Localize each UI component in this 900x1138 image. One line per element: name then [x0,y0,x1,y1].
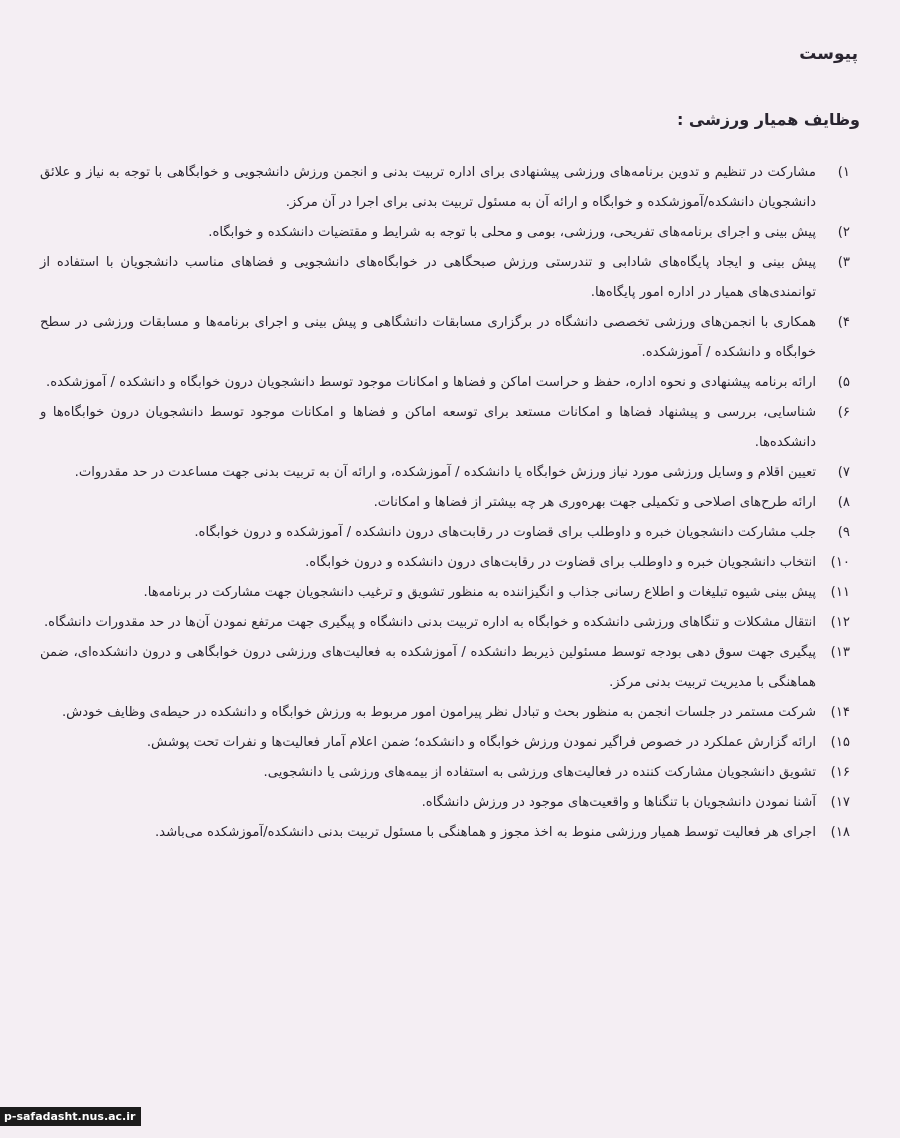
duty-text: ارائه طرح‌های اصلاحی و تکمیلی جهت بهره‌وری هر چه بیشتر از فضاها و امکانات. [373,495,816,510]
duty-text: شرکت مستمر در جلسات انجمن به منظور بحث و تبادل نظر پیرامون امور مربوط به ورزش خوابگاه و دانشکده در حیطه‌ی وظایف خودش. [61,705,816,720]
annex-label: پیوست [799,44,858,64]
duty-item [40,518,850,548]
duty-number: ۱۶) [830,765,850,780]
duty-number: ۹) [837,525,850,540]
duty-text: جلب مشارکت دانشجویان خبره و داوطلب برای قضاوت در رقابت‌های درون دانشکده / آموزشکده و درون خوابگاه. [194,525,816,540]
duty-number: ۱۸) [830,825,850,840]
duty-item [40,818,850,848]
duty-item [40,488,850,518]
duty-item [40,728,850,758]
duty-text: اجرای هر فعالیت توسط همیار ورزشی منوط به اخذ مجوز و هماهنگی با مسئول تربیت بدنی دانشکده/آموزشکده می‌باشد. [154,825,816,840]
duty-number: ۷) [837,465,850,480]
duty-text: شناسایی، بررسی و پیشنهاد فضاها و امکانات مستعد برای توسعه اماکن و فضاها و امکانات موجود توسط دانشجویان درون خوابگاه‌ها و دانشکده‌ها. [40,405,816,450]
duty-text: پیش بینی شیوه تبلیغات و اطلاع رسانی جذاب و انگیزاننده به منظور تشویق و ترغیب دانشجویان جهت مشارکت در برنامه‌ها. [143,585,816,600]
duty-item [40,218,850,248]
duty-number: ۱۴) [830,705,850,720]
duty-number: ۸) [837,495,850,510]
duty-number: ۳) [837,255,850,270]
duty-number: ۱۰) [830,555,850,570]
duty-text: مشارکت در تنظیم و تدوین برنامه‌های ورزشی پیشنهادی برای اداره تربیت بدنی و انجمن ورزش دانشجویی و خوابگاهی با توجه به نیاز و علائق دانشجویان دانشکده/آموزشکده و خوابگاه و ارائه آن به مسئول تربیت بدنی برای اجرا در آن مرکز. [40,165,816,210]
duty-text: ارائه برنامه پیشنهادی و نحوه اداره، حفظ و حراست اماکن و فضاها و امکانات موجود توسط دانشجویان درون خوابگاه و دانشکده / آموزشکده. [46,375,816,390]
duty-item [40,398,850,458]
duty-item [40,608,850,638]
duty-number: ۱) [837,165,850,180]
duty-item [40,638,850,698]
duty-number: ۴) [837,315,850,330]
duty-text: انتقال مشکلات و تنگاهای ورزشی دانشکده و خوابگاه به اداره تربیت بدنی دانشگاه و پیگیری جهت مرتفع نمودن آن‌ها در حد مقدورات دانشگاه. [43,615,816,630]
duty-item [40,548,850,578]
duty-number: ۵) [837,375,850,390]
duty-text: پیگیری جهت سوق دهی بودجه توسط مسئولین ذیربط دانشکده / آموزشکده به فعالیت‌های ورزشی درون خوابگاهی و درون دانشکده‌ای، ضمن هماهنگی با مدیریت تربیت بدنی مرکز. [40,645,816,690]
duty-text: ارائه گزارش عملکرد در خصوص فراگیر نمودن ورزش خوابگاه و دانشکده؛ ضمن اعلام آمار فعالیت‌ها و نفرات تحت پوشش. [146,735,816,750]
duty-text: آشنا نمودن دانشجویان با تنگناها و واقعیت‌های موجود در ورزش دانشگاه. [421,795,816,810]
duty-text: تشویق دانشجویان مشارکت کننده در فعالیت‌های ورزشی به استفاده از بیمه‌های ورزشی یا دانشجویی. [263,765,816,780]
duty-number: ۲) [837,225,850,240]
duty-item [40,368,850,398]
duty-number: ۱۱) [830,585,850,600]
duty-number: ۱۵) [830,735,850,750]
duties-list [40,158,850,848]
duty-number: ۶) [837,405,850,420]
duty-text: همکاری با انجمن‌های ورزشی تخصصی دانشگاه در برگزاری مسابقات دانشگاهی و پیش بینی و اجرای برنامه‌ها و مسابقات ورزشی در سطح خوابگاه و دانشکده / آموزشکده. [40,315,816,360]
duty-number: ۱۷) [830,795,850,810]
duty-item [40,578,850,608]
duty-item [40,158,850,218]
duty-item [40,788,850,818]
duty-item [40,248,850,308]
duty-text: پیش بینی و ایجاد پایگاه‌های شادابی و تندرستی ورزش صبحگاهی در خوابگاه‌های دانشجویی و فضاهای مناسب دانشجویان با استفاده از توانمندی‌های همیار در اداره امور پایگاه‌ها. [40,255,816,300]
section-heading: وظایف همیار ورزشی : [676,110,860,129]
duty-item [40,698,850,728]
duty-item [40,758,850,788]
duty-item [40,308,850,368]
site-watermark: p-safadasht.nus.ac.ir [0,1107,141,1126]
duty-number: ۱۳) [830,645,850,660]
duty-item [40,458,850,488]
duty-text: تعیین اقلام و وسایل ورزشی مورد نیاز ورزش خوابگاه یا دانشکده / آموزشکده، و ارائه آن به تربیت بدنی جهت مساعدت در حد مقدروات. [74,465,816,480]
duty-number: ۱۲) [830,615,850,630]
duty-text: انتخاب دانشجویان خبره و داوطلب برای قضاوت در رقابت‌های درون دانشکده و درون خوابگاه. [305,555,816,570]
duty-text: پیش بینی و اجرای برنامه‌های تفریحی، ورزشی، بومی و محلی با توجه به شرایط و مقتضیات دانشکده و خوابگاه. [208,225,816,240]
